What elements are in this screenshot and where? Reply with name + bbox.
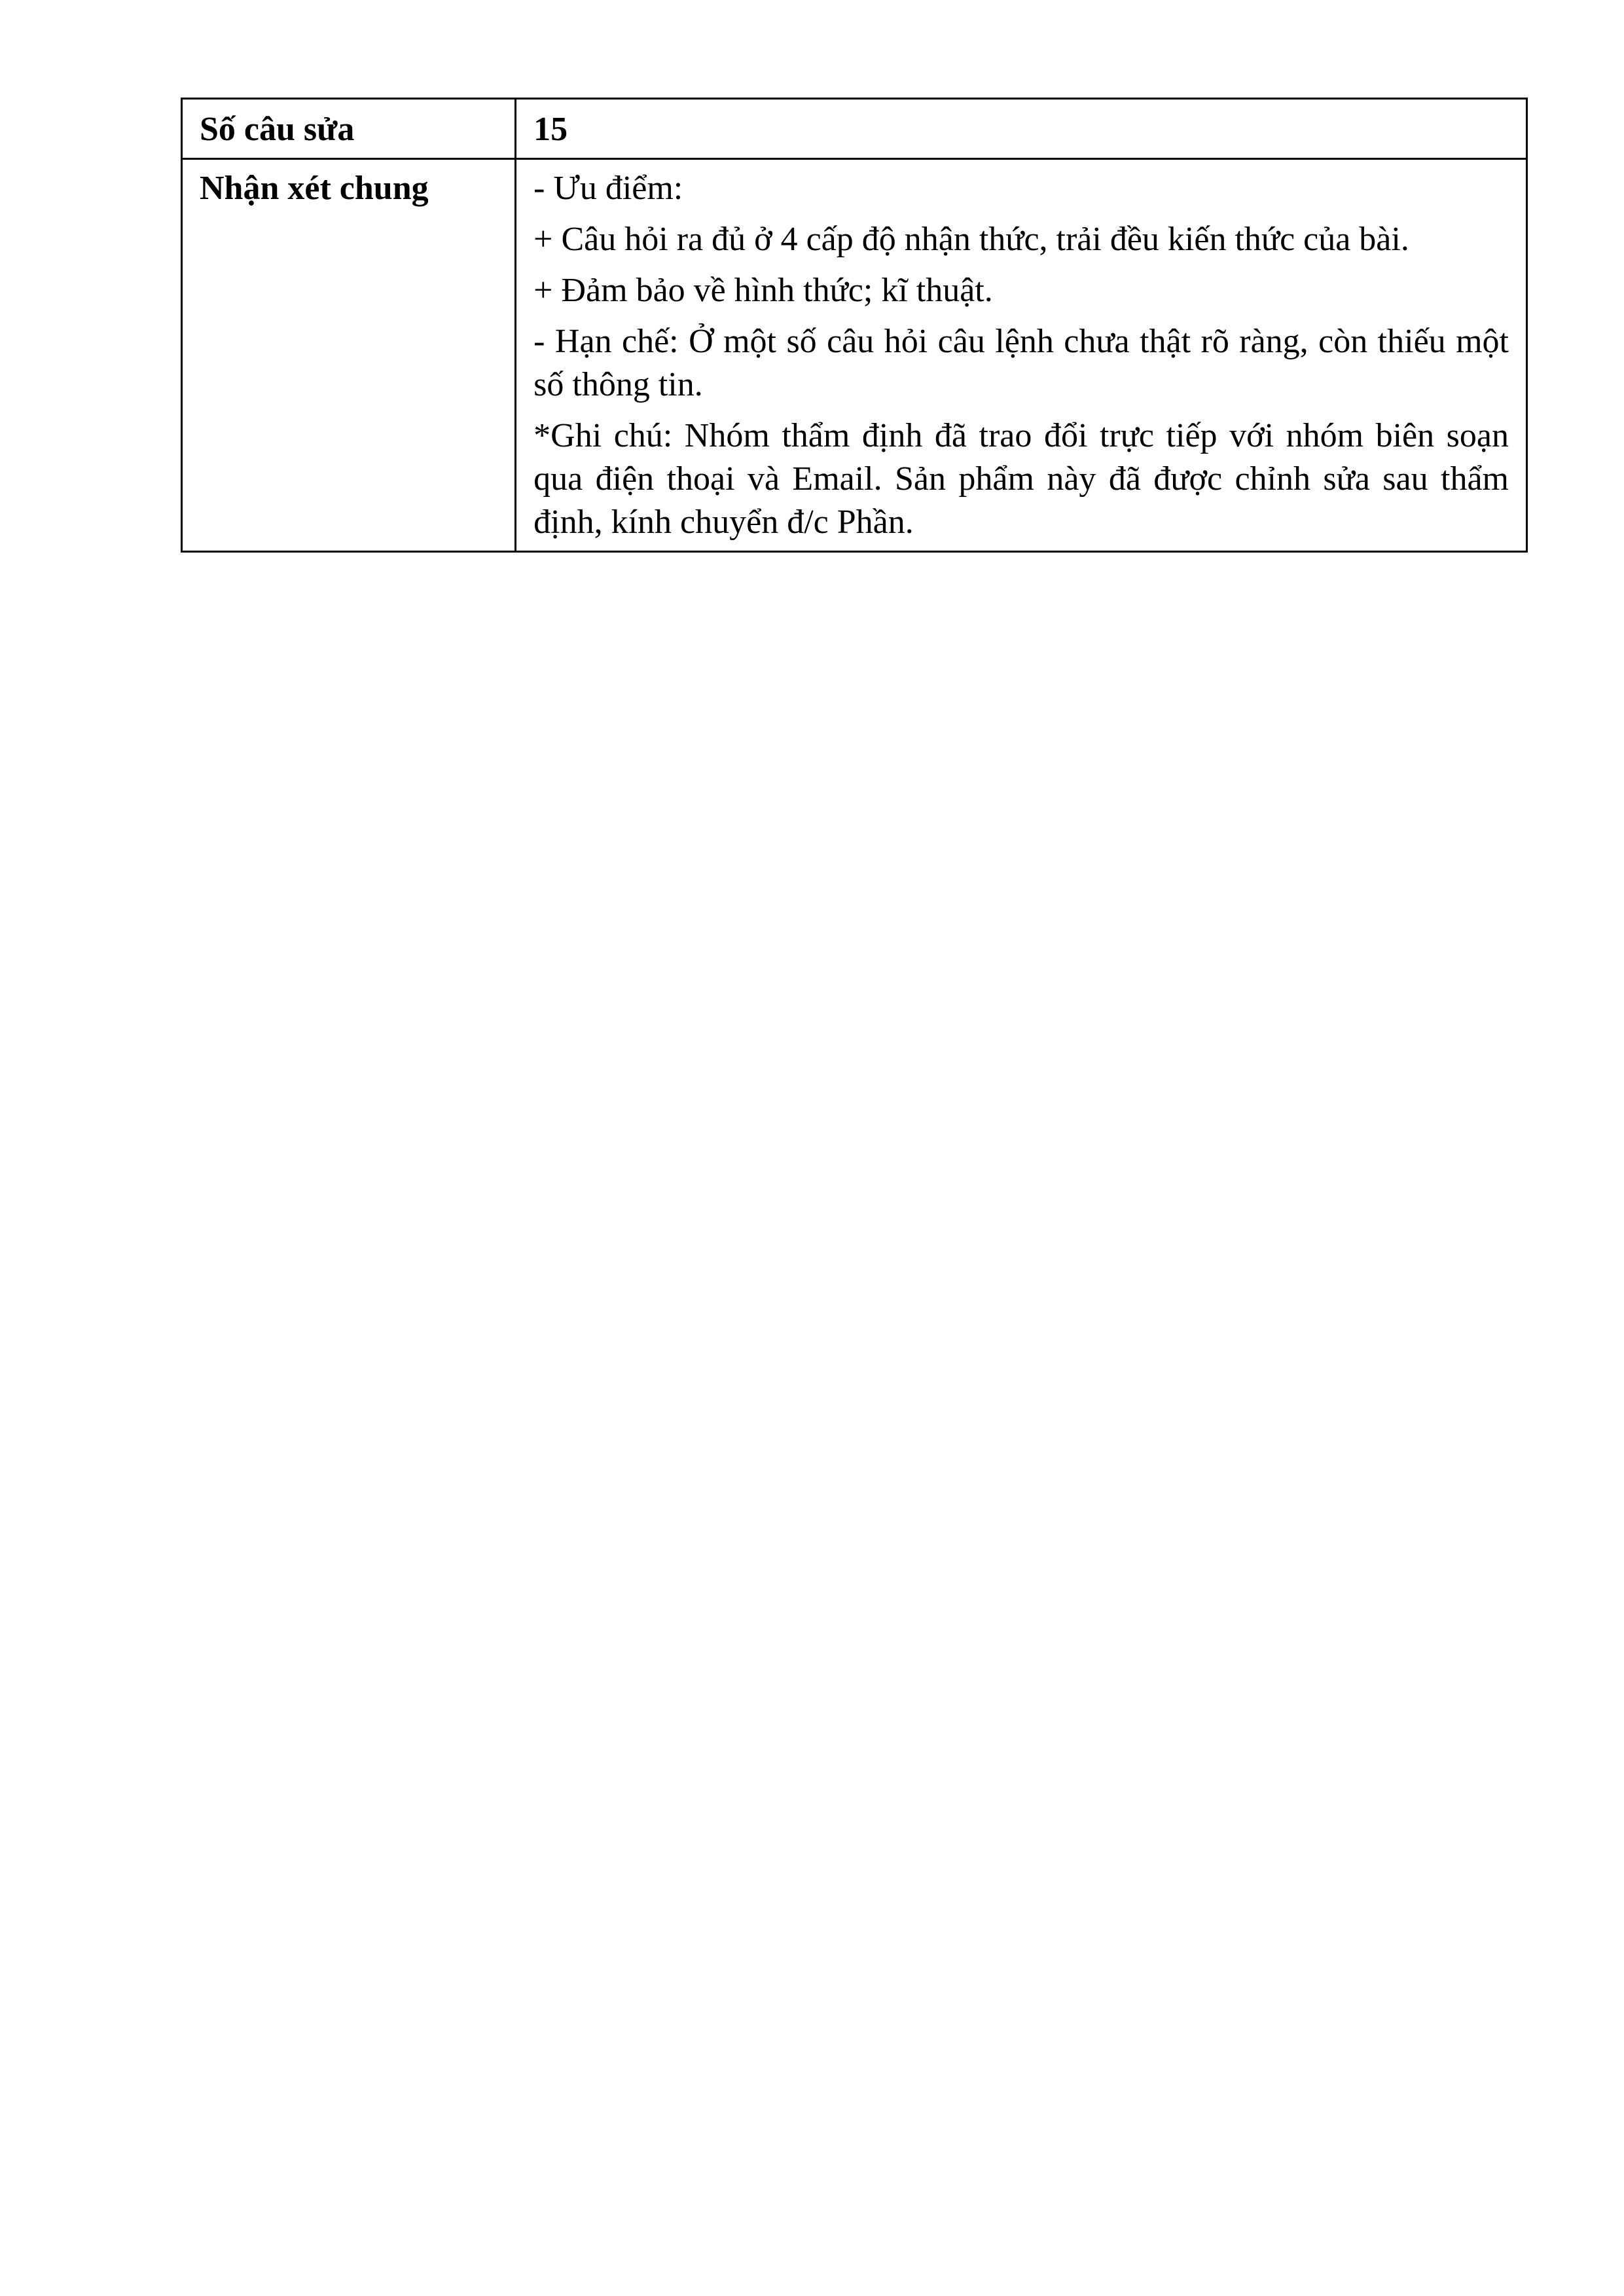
comment-note: *Ghi chú: Nhóm thẩm định đã trao đổi trực tiếp với nhóm biên soạn qua điện thoại và Email. Sản phẩm này đã được chỉnh sửa sau thẩm định, kính chuyển đ/c Phần.: [533, 417, 1509, 541]
general-comments-label: Nhận xét chung: [200, 170, 429, 207]
comment-strength-format: + Đảm bảo về hình thức; kĩ thuật.: [533, 272, 993, 309]
table-row-general-comments: [182, 159, 1527, 552]
comment-limitations: - Hạn chế: Ở một số câu hỏi câu lệnh chưa thật rõ ràng, còn thiếu một số thông tin.: [533, 323, 1509, 403]
table-row-edited-count: [182, 99, 1527, 159]
general-comments-value-cell: [516, 159, 1527, 552]
comment-strength-levels: + Câu hỏi ra đủ ở 4 cấp độ nhận thức, trải đều kiến thức của bài.: [533, 221, 1409, 258]
edited-count-value-cell: [516, 99, 1527, 159]
general-comments-label-cell: [182, 159, 516, 552]
edited-count-label-cell: [182, 99, 516, 159]
review-table: [181, 98, 1528, 553]
comment-strengths-heading: - Ưu điểm:: [533, 170, 683, 207]
edited-count-label: Số câu sửa: [200, 111, 355, 148]
edited-count-value: 15: [533, 111, 568, 148]
